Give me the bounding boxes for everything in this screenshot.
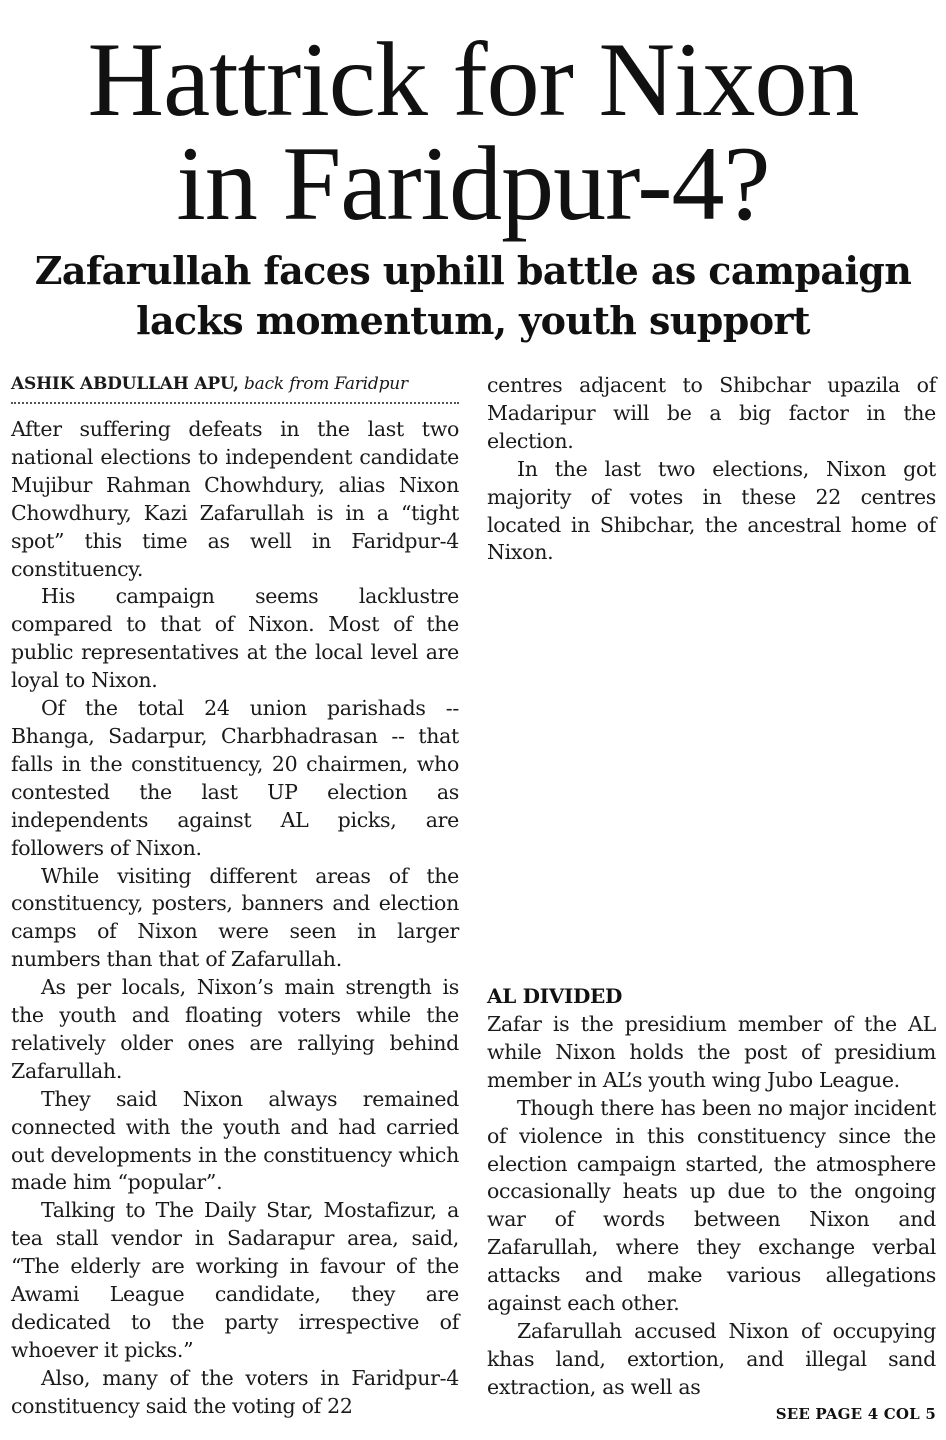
left-column [11, 372, 459, 1421]
paragraph: Zafar is the presidium member of the AL while Nixon holds the post of presidium member in AL’s youth wing Jubo League. [487, 1012, 936, 1092]
right-column-top [487, 372, 936, 567]
byline-author: ASHIK ABDULLAH APU, [11, 374, 239, 394]
section-heading: AL DIVIDED [487, 984, 623, 1008]
paragraph: Also, many of the voters in Faridpur-4 constituency said the voting of 22 [11, 1365, 459, 1418]
paragraph: As per locals, Nixon’s main strength is the youth and floating voters while the relatively older ones are rallying behind Zafarullah. [11, 975, 459, 1083]
paragraph: centres adjacent to Shibchar upazila of Madaripur will be a big factor in the election. [487, 373, 936, 453]
paragraph: While visiting different areas of the constituency, posters, banners and election camps of Nixon were seen in larger numbers than that of Zafarullah. [11, 863, 459, 972]
subheadline-line-2: lacks momentum, youth support [136, 298, 810, 343]
byline-divider [11, 402, 459, 404]
byline-location: back from Faridpur [243, 374, 408, 394]
paragraph: After suffering defeats in the last two national elections to independent candidate Mujibur Rahman Chowhdury, alias Nixon Chowdhury, Kazi Zafarullah is in a “tight spot” this time as well in Faridpur-4 constituency. [11, 417, 459, 581]
paragraph: Of the total 24 union parishads -- Bhanga, Sadarpur, Charbhadrasan -- that falls in the constituency, 20 chairmen, who contested the last UP election as independents against AL picks, are followers of Nixon. [11, 696, 459, 860]
jump-line: SEE PAGE 4 COL 5 [775, 1405, 936, 1423]
paragraph: They said Nixon always remained connected with the youth and had carried out developments in the constituency which made him “popular”. [11, 1086, 459, 1195]
byline [11, 372, 459, 396]
headline-line-1: Hattrick for Nixon [87, 21, 859, 138]
paragraph: Zafarullah accused Nixon of occupying khas land, extortion, and illegal sand extraction, as well as [487, 1318, 936, 1399]
headline [0, 21, 946, 242]
paragraph: Talking to The Daily Star, Mostafizur, a tea stall vendor in Sadarapur area, said, “The elderly are working in favour of the Awami League candidate, they are dedicated to the party irrespective of whoever it picks.” [11, 1198, 459, 1362]
paragraph: Though there has been no major incident of violence in this constituency since the election campaign started, the atmosphere occasionally heats up due to the ongoing war of words between Nixon and Zafarullah, where they exchange verbal attacks and make various allegations against each other. [487, 1095, 936, 1316]
right-column-bottom [487, 1011, 936, 1402]
paragraph: His campaign seems lacklustre compared to that of Nixon. Most of the public representatives at the local level are loyal to Nixon. [11, 584, 459, 693]
subheadline [0, 246, 946, 346]
paragraph: In the last two elections, Nixon got majority of votes in these 22 centres located in Shibchar, the ancestral home of Nixon. [487, 456, 936, 565]
subheadline-line-1: Zafarullah faces uphill battle as campaign [34, 248, 912, 293]
headline-line-2: in Faridpur-4? [176, 125, 770, 242]
